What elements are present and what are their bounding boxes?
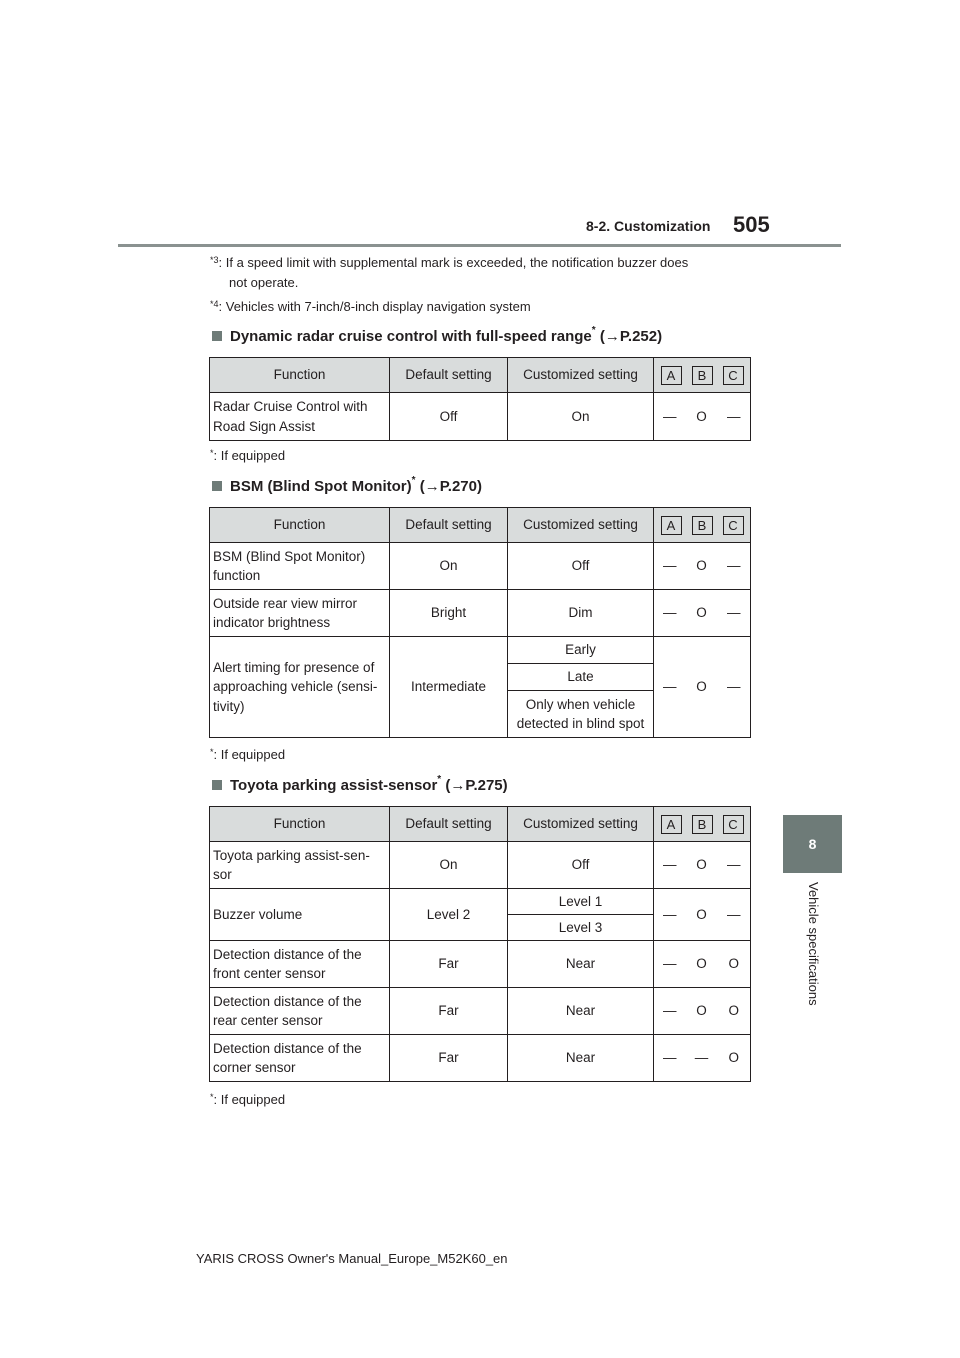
cell-custom: Late — [508, 664, 654, 691]
cell-b: — — [686, 1035, 718, 1082]
cell-function: Buzzer volume — [210, 889, 390, 941]
cell-default: Off — [390, 393, 508, 441]
table-radar-cruise — [209, 357, 751, 441]
cell-c: — — [718, 543, 751, 590]
col-function: Function — [210, 807, 390, 842]
cell-b: O — [686, 590, 718, 637]
cell-function: Detection distance of the rear center sensor — [210, 988, 390, 1035]
col-function: Function — [210, 508, 390, 543]
cell-custom: Only when vehicle detected in blind spot — [508, 691, 654, 738]
heading-square-icon — [212, 481, 222, 491]
col-abc: A B C — [654, 358, 751, 393]
cell-default: Far — [390, 941, 508, 988]
cell-a: — — [654, 889, 686, 941]
footnote-3-cont: not operate. — [229, 275, 299, 290]
cell-a: — — [654, 842, 686, 889]
chapter-label — [803, 882, 823, 1032]
cell-c: O — [718, 988, 751, 1035]
section-heading-radar-cruise: Dynamic radar cruise control with full-speed range* (→P.252) — [212, 328, 662, 345]
header-rule — [118, 244, 841, 247]
cell-b: O — [686, 889, 718, 941]
heading-square-icon — [212, 331, 222, 341]
cell-c: — — [718, 393, 751, 441]
table-parking-sensor — [209, 806, 751, 1082]
cell-b: O — [686, 393, 718, 441]
table-header-row — [210, 807, 751, 842]
table-row — [210, 637, 751, 664]
cell-custom: Level 1 — [508, 889, 654, 915]
cell-custom: Near — [508, 1035, 654, 1082]
cell-default: Bright — [390, 590, 508, 637]
col-default: Default setting — [390, 508, 508, 543]
cell-b: O — [686, 637, 718, 738]
cell-a: — — [654, 393, 686, 441]
page-reference-link[interactable]: (→P.270) — [419, 478, 482, 495]
cell-default: Far — [390, 1035, 508, 1082]
table-row — [210, 590, 751, 637]
col-custom: Customized setting — [508, 807, 654, 842]
table-row — [210, 842, 751, 889]
cell-custom: Near — [508, 941, 654, 988]
section-heading-bsm: BSM (Blind Spot Monitor)* (→P.270) — [212, 478, 482, 495]
page-reference-link[interactable]: (→P.252) — [599, 328, 663, 345]
table-row — [210, 543, 751, 590]
cell-c: — — [718, 637, 751, 738]
section-title: 8-2. Customization — [586, 218, 711, 234]
cell-function: Detection distance of the front center sensor — [210, 941, 390, 988]
page-reference-link[interactable]: (→P.275) — [445, 777, 508, 794]
cell-a: — — [654, 941, 686, 988]
cell-a: — — [654, 988, 686, 1035]
cell-default: On — [390, 842, 508, 889]
col-default: Default setting — [390, 807, 508, 842]
table-row — [210, 988, 751, 1035]
cell-b: O — [686, 941, 718, 988]
section-heading-parking-sensor: Toyota parking assist-sensor* (→P.275) — [212, 777, 508, 794]
table-row — [210, 393, 751, 441]
cell-custom: Early — [508, 637, 654, 664]
table-header-row — [210, 358, 751, 393]
table-row — [210, 1035, 751, 1082]
cell-function: Outside rear view mirror indicator brightness — [210, 590, 390, 637]
cell-custom: Off — [508, 842, 654, 889]
cell-function: Radar Cruise Control with Road Sign Assist — [210, 393, 390, 441]
cell-function: Detection distance of the corner sensor — [210, 1035, 390, 1082]
heading-square-icon — [212, 780, 222, 790]
cell-b: O — [686, 842, 718, 889]
if-equipped-note: *: If equipped — [210, 448, 286, 463]
col-custom: Customized setting — [508, 508, 654, 543]
if-equipped-note: *: If equipped — [210, 747, 286, 762]
col-abc: A B C — [654, 508, 751, 543]
cell-custom: Near — [508, 988, 654, 1035]
col-abc: A B C — [654, 807, 751, 842]
cell-function: Alert timing for presence of approaching vehicle (sensi- tivity) — [210, 637, 390, 738]
if-equipped-note: *: If equipped — [210, 1092, 286, 1107]
col-function: Function — [210, 358, 390, 393]
cell-custom: Level 3 — [508, 915, 654, 941]
cell-a: — — [654, 637, 686, 738]
cell-default: Intermediate — [390, 637, 508, 738]
cell-c: — — [718, 590, 751, 637]
table-row — [210, 889, 751, 915]
cell-function: BSM (Blind Spot Monitor) function — [210, 543, 390, 590]
cell-c: — — [718, 842, 751, 889]
table-bsm — [209, 507, 751, 738]
chapter-number: 8 — [808, 836, 817, 852]
footnote-3: $^{*3}$: If a speed limit with supplemental mark is exceeded, the notification buzzer does — [210, 255, 689, 270]
cell-a: — — [654, 590, 686, 637]
chapter-tab — [783, 815, 842, 873]
page-number: 505 — [733, 212, 770, 237]
table-row — [210, 941, 751, 988]
col-default: Default setting — [390, 358, 508, 393]
cell-b: O — [686, 988, 718, 1035]
cell-c: O — [718, 1035, 751, 1082]
cell-custom: On — [508, 393, 654, 441]
cell-custom: Dim — [508, 590, 654, 637]
cell-b: O — [686, 543, 718, 590]
chapter-label-text: Vehicle specifications — [806, 882, 821, 1006]
table-header-row — [210, 508, 751, 543]
cell-c: O — [718, 941, 751, 988]
cell-a: — — [654, 1035, 686, 1082]
cell-c: — — [718, 889, 751, 941]
footer-manual-id: YARIS CROSS Owner's Manual_Europe_M52K60_en — [196, 1251, 508, 1266]
cell-custom: Off — [508, 543, 654, 590]
col-custom: Customized setting — [508, 358, 654, 393]
cell-default: Far — [390, 988, 508, 1035]
footnote-4: $^{*4}$: Vehicles with 7-inch/8-inch display navigation system — [210, 299, 531, 314]
cell-a: — — [654, 543, 686, 590]
cell-function: Toyota parking assist-sen- sor — [210, 842, 390, 889]
cell-default: Level 2 — [390, 889, 508, 941]
cell-default: On — [390, 543, 508, 590]
